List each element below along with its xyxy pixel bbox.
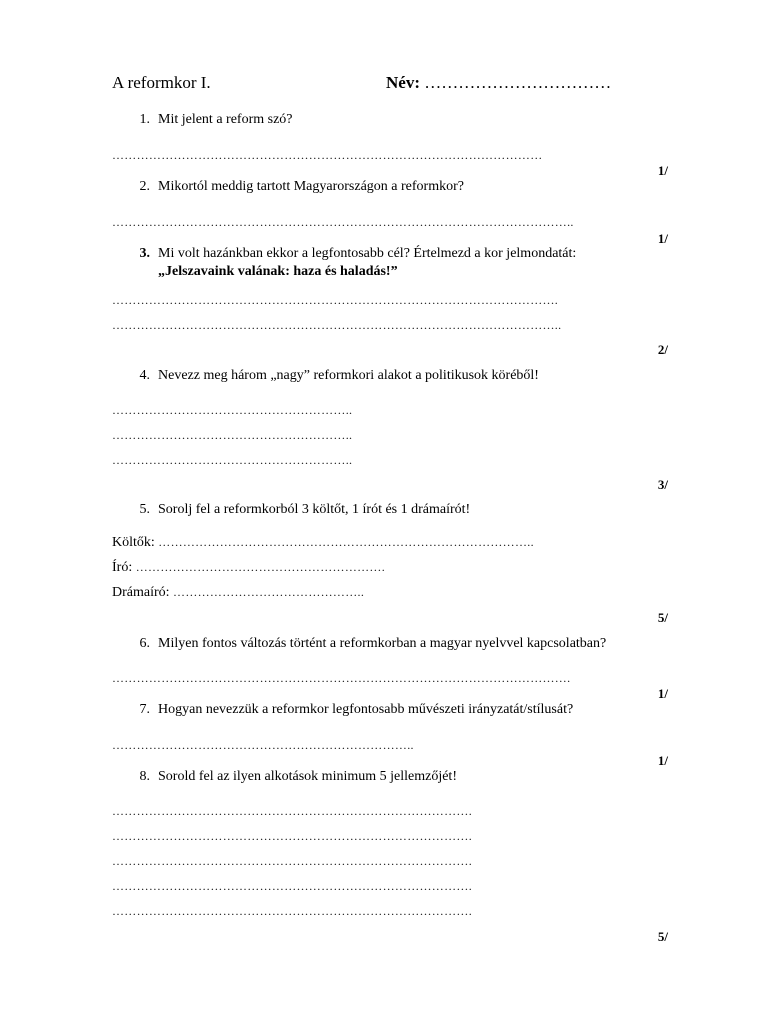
question-7: [128, 702, 573, 718]
answer-line[interactable]: …………………………………………………..: [112, 403, 353, 417]
page-title: A reformkor I.: [112, 73, 211, 92]
motto: [158, 264, 398, 280]
question-text: Mikortól meddig tartott Magyarországon a reformkor?: [158, 179, 464, 194]
points-badge: 1/: [657, 231, 668, 246]
question-number: 5.: [139, 502, 150, 517]
question-5: [128, 502, 470, 518]
poets-field[interactable]: [112, 535, 534, 551]
points-badge: 3/: [657, 477, 668, 492]
question-text: Mi volt hazánkban ekkor a legfontosabb cél? Értelmezd a kor jelmondatát:: [158, 246, 577, 261]
question-text: Milyen fontos változás történt a reformkorban a magyar nyelvvel kapcsolatban?: [158, 636, 607, 651]
answer-line[interactable]: …………………………………………………..: [112, 428, 353, 442]
question-1: [128, 112, 293, 128]
question-3: [128, 246, 576, 262]
name-dots: ……………………………: [424, 73, 612, 92]
answer-line[interactable]: …………………………………………………………………………………………………..: [112, 215, 574, 229]
points-badge: 1/: [657, 163, 668, 178]
question-number: 2.: [139, 179, 150, 194]
poets-label: Költők:: [112, 535, 155, 550]
name-field[interactable]: [386, 73, 611, 93]
writer-label: Író:: [112, 560, 133, 575]
points-badge: 2/: [657, 342, 668, 357]
question-number: 7.: [139, 702, 150, 717]
points-badge: 1/: [657, 753, 668, 768]
answer-line[interactable]: ………………………………………………………………………………………………..: [112, 318, 562, 332]
question-number: 3.: [139, 246, 150, 261]
answer-line: ………………………………………..: [173, 585, 365, 599]
question-2: [128, 179, 464, 195]
question-8: [128, 769, 457, 785]
question-6: [128, 636, 606, 652]
question-4: [128, 368, 539, 384]
answer-line[interactable]: …………………………………………………..: [112, 453, 353, 467]
answer-line[interactable]: …………………………………………………………………………….: [112, 854, 472, 868]
answer-line: …………………………………………………….: [135, 560, 386, 574]
motto-text: „Jelszavaink valának: haza és haladás!”: [158, 264, 398, 279]
points-badge: 5/: [657, 610, 668, 625]
question-text: Hogyan nevezzük a reformkor legfontosabb művészeti irányzatát/stílusát?: [158, 702, 574, 717]
question-number: 1.: [139, 112, 150, 127]
answer-line[interactable]: ……………………………………………………………………………………………….: [112, 293, 559, 307]
question-text: Mit jelent a reform szó?: [158, 112, 293, 127]
answer-line[interactable]: …………………………………………………………………………….: [112, 829, 472, 843]
writer-field[interactable]: [112, 560, 385, 576]
question-number: 6.: [139, 636, 150, 651]
question-text: Sorold fel az ilyen alkotások minimum 5 jellemzőjét!: [158, 769, 457, 784]
dramatist-field[interactable]: [112, 585, 364, 601]
points-badge: 5/: [657, 929, 668, 944]
question-text: Nevezz meg három „nagy” reformkori alakot a politikusok köréből!: [158, 368, 539, 383]
name-label: Név:: [386, 73, 420, 92]
answer-line[interactable]: …………………………………………………………………………….: [112, 804, 472, 818]
answer-line[interactable]: …………………………………………………………………………….: [112, 904, 472, 918]
answer-line: ………………………………………………………………………………..: [158, 535, 534, 549]
question-text: Sorolj fel a reformkorból 3 költőt, 1 írót és 1 drámaírót!: [158, 502, 471, 517]
answer-line[interactable]: ………………………………………………………………..: [112, 738, 414, 752]
answer-line[interactable]: …………………………………………………………………………….: [112, 879, 472, 893]
question-number: 8.: [139, 769, 150, 784]
dramatist-label: Drámaíró:: [112, 585, 170, 600]
answer-line[interactable]: ………………………………………………………………………………………………….: [112, 671, 571, 685]
answer-line[interactable]: ……………………………………………………………………………………………: [112, 148, 543, 162]
question-number: 4.: [139, 368, 150, 383]
points-badge: 1/: [657, 686, 668, 701]
